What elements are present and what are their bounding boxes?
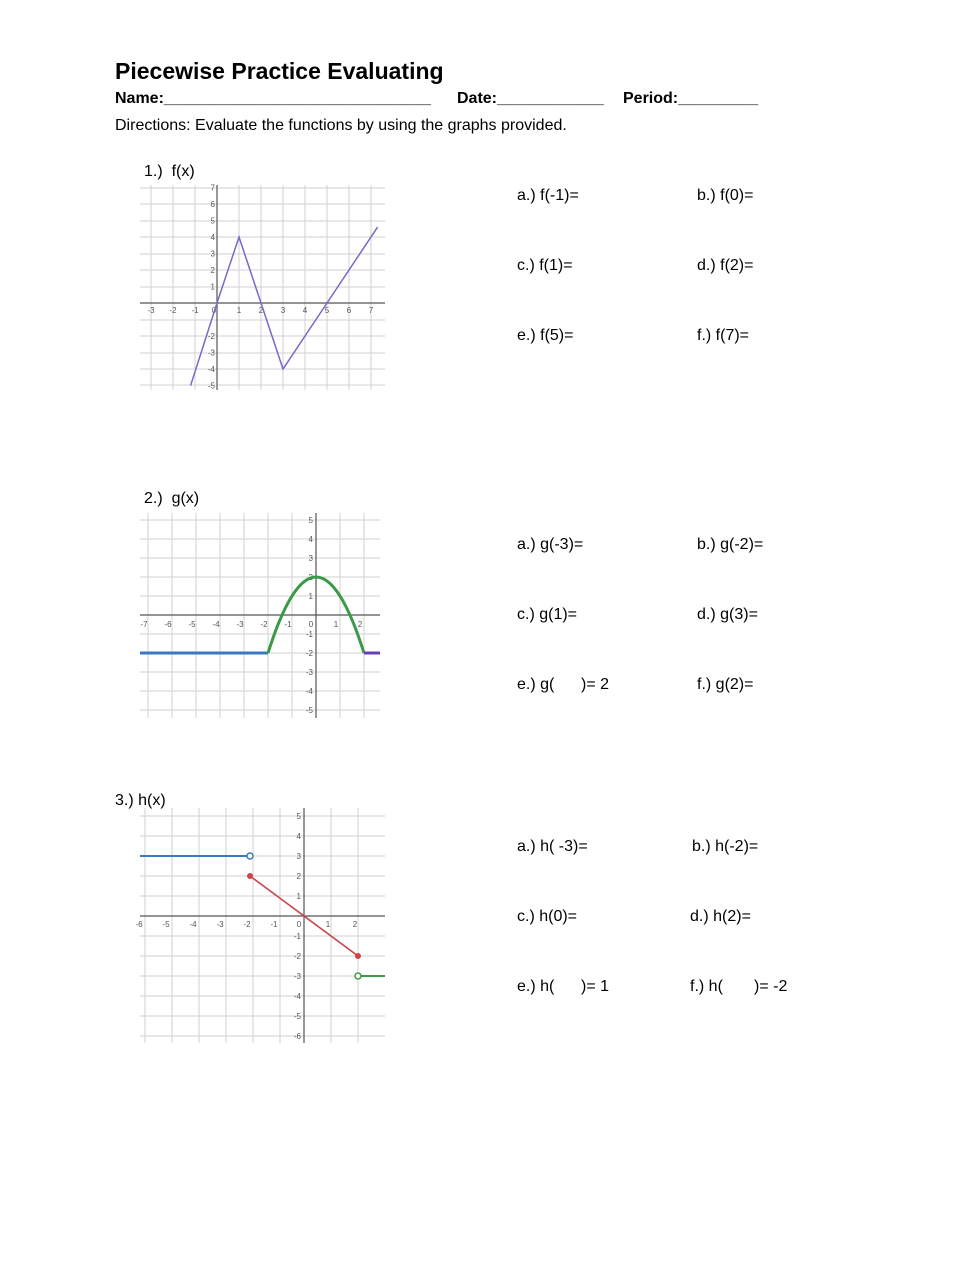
q1e: e.) f(5)=	[517, 327, 574, 344]
q1f: f.) f(7)=	[697, 327, 750, 344]
q2d: d.) g(3)=	[697, 606, 758, 623]
q1d: d.) f(2)=	[697, 257, 754, 274]
y-tick-label: -5	[293, 1012, 301, 1021]
y-tick-label: -6	[293, 1032, 301, 1041]
x-tick-label: -1	[270, 920, 278, 929]
y-tick-label: 3	[308, 554, 313, 563]
y-tick-label: -3	[293, 972, 301, 981]
graph-h-grid	[140, 808, 385, 1043]
x-tick-label: -3	[216, 920, 224, 929]
name-field[interactable]: Name:______________________________	[115, 90, 431, 107]
y-tick-label: -2	[207, 332, 215, 341]
y-tick-label: 1	[210, 282, 215, 292]
y-tick-label: -2	[293, 952, 301, 961]
y-tick-label: 4	[210, 233, 215, 242]
x-tick-label: -2	[260, 620, 268, 629]
x-tick-label: -2	[169, 306, 177, 315]
x-tick-label: 0	[296, 920, 302, 929]
x-tick-label: 4	[302, 306, 308, 315]
y-tick-label: 6	[210, 200, 215, 209]
x-tick-label: -4	[212, 620, 220, 629]
graph-h-open-point-left	[247, 853, 253, 859]
graph-h-closed-point-b	[355, 953, 361, 959]
x-tick-label: -5	[188, 620, 196, 629]
graph-f	[140, 185, 385, 390]
x-tick-label: 5	[324, 306, 330, 315]
x-tick-label: 7	[368, 306, 374, 315]
q2b: b.) g(-2)=	[697, 536, 764, 553]
x-tick-label: 2	[352, 920, 358, 929]
x-tick-label: 2	[357, 620, 363, 629]
q1b: b.) f(0)=	[697, 187, 754, 204]
x-tick-label: 2	[258, 306, 264, 315]
q2c: c.) g(1)=	[517, 606, 578, 623]
graph-f-grid	[140, 185, 385, 390]
y-tick-label: 3	[210, 249, 215, 259]
y-tick-label: -5	[305, 706, 313, 715]
q1c: c.) f(1)=	[517, 257, 573, 274]
x-tick-label: -4	[189, 920, 197, 929]
y-tick-label: -4	[293, 992, 301, 1001]
q3d: d.) h(2)=	[690, 908, 751, 925]
directions: Directions: Evaluate the functions by using the graphs provided.	[115, 117, 567, 134]
y-tick-label: -2	[305, 649, 313, 658]
problem-3-label: 3.) h(x)	[115, 792, 166, 809]
y-tick-label: 5	[296, 812, 301, 821]
y-tick-label: 4	[296, 832, 301, 841]
y-tick-label: -3	[207, 348, 215, 358]
page-title: Piecewise Practice Evaluating	[115, 58, 444, 84]
date-field[interactable]: Date:____________	[457, 90, 604, 107]
y-tick-label: 5	[210, 216, 215, 226]
y-tick-label: -4	[305, 687, 313, 696]
x-tick-label: 1	[333, 620, 339, 629]
y-tick-label: -4	[207, 365, 215, 374]
q3f: f.) h( )= -2	[690, 978, 788, 995]
q2a: a.) g(-3)=	[517, 536, 584, 553]
x-tick-label: 0	[308, 620, 314, 629]
x-tick-label: -2	[243, 920, 251, 929]
y-tick-label: -1	[293, 932, 301, 941]
q2e: e.) g( )= 2	[517, 676, 610, 693]
x-tick-label: 0	[211, 306, 217, 315]
problem-2-label: 2.) g(x)	[144, 490, 200, 507]
x-tick-label: -3	[236, 620, 244, 629]
graph-h-closed-point-a	[247, 873, 253, 879]
x-tick-label: 1	[325, 920, 331, 929]
q3b: b.) h(-2)=	[692, 838, 759, 855]
x-tick-label: -5	[162, 920, 170, 929]
x-tick-label: 6	[346, 306, 352, 315]
x-tick-label: -6	[135, 920, 143, 929]
y-tick-label: -3	[305, 668, 313, 677]
q1a: a.) f(-1)=	[517, 187, 579, 204]
x-tick-label: -1	[284, 620, 292, 629]
q2f: f.) g(2)=	[697, 676, 754, 693]
y-tick-label: 4	[308, 535, 313, 544]
y-tick-label: 2	[296, 872, 301, 881]
graph-h-open-point-right	[355, 973, 361, 979]
y-tick-label: 2	[210, 266, 215, 275]
y-tick-label: 7	[210, 183, 215, 193]
x-tick-label: 3	[280, 306, 286, 315]
y-tick-label: 2	[308, 573, 313, 582]
x-tick-label: -1	[191, 306, 199, 315]
x-tick-label: -3	[147, 306, 155, 315]
y-tick-label: -5	[207, 381, 215, 391]
q3a: a.) h( -3)=	[517, 838, 588, 855]
y-tick-label: 1	[296, 892, 301, 901]
q3c: c.) h(0)=	[517, 908, 578, 925]
graph-h	[135, 808, 385, 1043]
y-tick-label: 5	[308, 516, 313, 525]
y-tick-label: 3	[296, 852, 301, 861]
graph-g	[140, 513, 380, 718]
problem-1-label: 1.) f(x)	[144, 163, 195, 180]
q3e: e.) h( )= 1	[517, 978, 610, 995]
period-field[interactable]: Period:_________	[623, 90, 759, 107]
x-tick-label: -7	[140, 620, 148, 629]
y-tick-label: 1	[308, 592, 313, 601]
x-tick-label: -6	[164, 620, 172, 629]
y-tick-label: -1	[305, 630, 313, 639]
x-tick-label: 1	[236, 306, 242, 315]
